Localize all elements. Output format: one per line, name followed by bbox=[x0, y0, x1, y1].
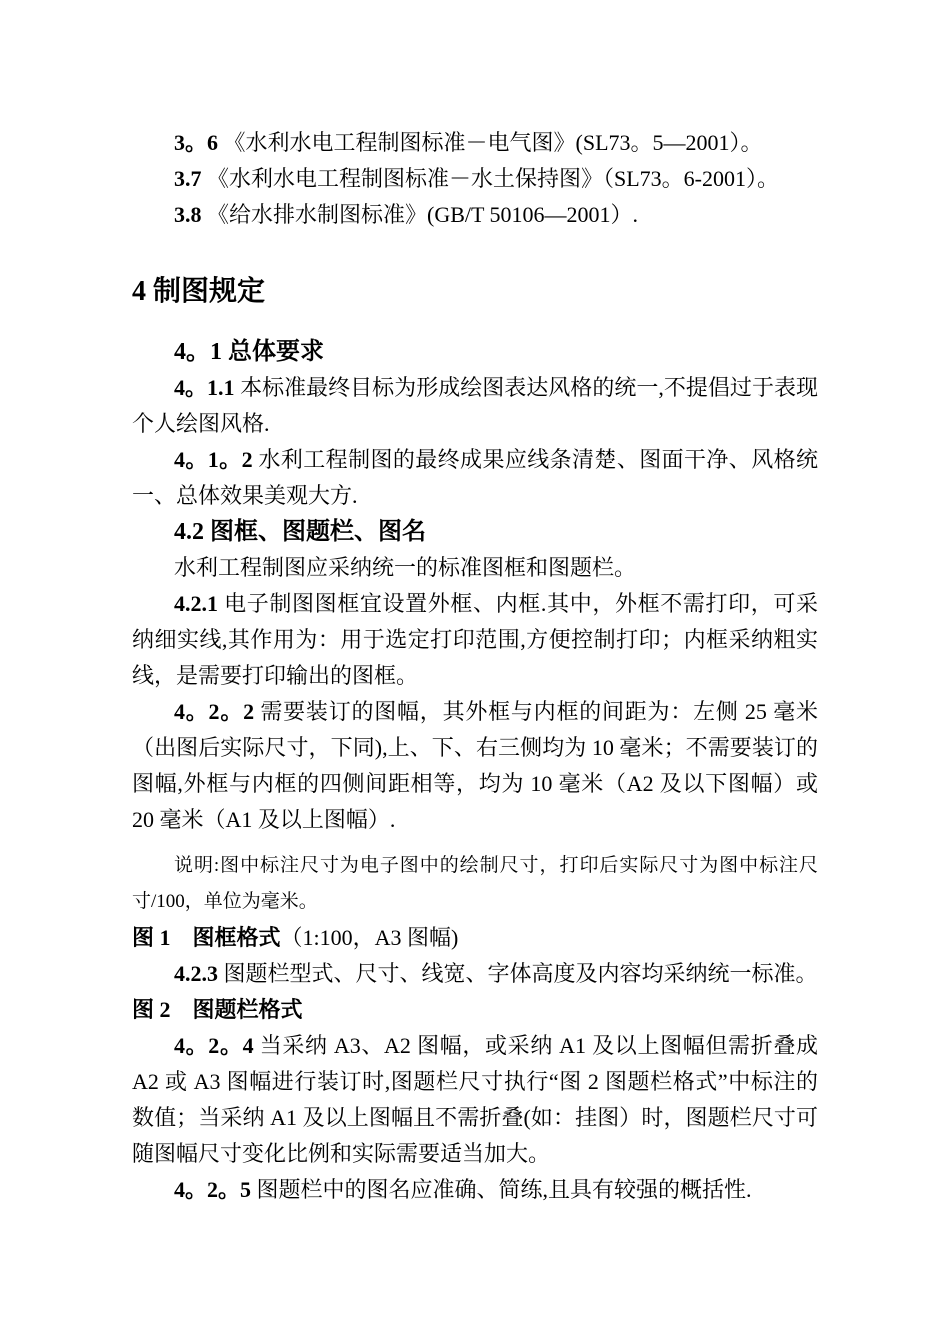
section-4-2-intro: 水利工程制图应采纳统一的标准图框和图题栏。 bbox=[174, 555, 637, 580]
reference-item-3-6 bbox=[132, 125, 818, 161]
clause-4-2-3 bbox=[132, 956, 818, 992]
reference-number: 3.7 bbox=[174, 166, 202, 191]
clause-text: 水利工程制图的最终成果应线条清楚、图面干净、风格统一、总体效果美观大方. bbox=[132, 447, 818, 508]
reference-text: 《水利水电工程制图标准－电气图》(SL73。5—2001）。 bbox=[218, 130, 763, 155]
section-heading-4-2: 4.2 图框、图题栏、图名 bbox=[174, 519, 426, 545]
clause-4-2-5 bbox=[132, 1172, 818, 1208]
figure-2-caption-bold: 图 2 图题栏格式 bbox=[132, 997, 303, 1022]
clause-number: 4。2。5 bbox=[174, 1177, 252, 1202]
clause-text: 图题栏中的图名应准确、简练,且具有较强的概括性. bbox=[251, 1177, 752, 1202]
clause-4-1-2 bbox=[132, 442, 818, 514]
reference-item-3-7 bbox=[132, 161, 818, 197]
clause-4-2-2 bbox=[132, 694, 818, 838]
clause-4-2-1 bbox=[132, 586, 818, 694]
clause-4-2-4 bbox=[132, 1028, 818, 1172]
clause-number: 4。2。4 bbox=[174, 1033, 254, 1058]
clause-number: 4。1。2 bbox=[174, 447, 253, 472]
clause-text: 需要装订的图幅，其外框与内框的间距为：左侧 25 毫米（出图后实际尺寸，下同),上、下、右三侧均为 10 毫米；不需要装订的图幅,外框与内框的四侧间距相等，均为 10 毫米（A2 及以下图幅）或 20 毫米（A1 及以上图幅）. bbox=[132, 699, 818, 832]
figure-1-caption bbox=[132, 920, 818, 956]
figure-1-caption-bold: 图 1 图框格式 bbox=[132, 925, 281, 950]
clause-text: 电子制图图框宜设置外框、内框.其中，外框不需打印，可采纳细实线,其作用为：用于选定打印范围,方便控制打印；内框采纳粗实线，是需要打印输出的图框。 bbox=[132, 591, 818, 688]
figure-1-caption-detail: （1:100，A3 图幅) bbox=[280, 925, 459, 950]
clause-number: 4。1.1 bbox=[174, 375, 235, 400]
reference-number: 3.8 bbox=[174, 202, 202, 227]
figure-note: 说明:图中标注尺寸为电子图中的绘制尺寸，打印后实际尺寸为图中标注尺寸/100，单位为毫米。 bbox=[132, 855, 818, 912]
clause-4-1-1 bbox=[132, 370, 818, 442]
figure-2-caption bbox=[132, 992, 818, 1028]
section-heading-4-1: 4。1 总体要求 bbox=[174, 339, 324, 365]
clause-text: 图题栏型式、尺寸、线宽、字体高度及内容均采纳统一标准。 bbox=[218, 961, 818, 986]
clause-text: 当采纳 A3、A2 图幅，或采纳 A1 及以上图幅但需折叠成 A2 或 A3 图幅进行装订时,图题栏尺寸执行“图 2 图题栏格式”中标注的数值；当采纳 A1 及以上图幅且不需折叠(如：挂图）时，图题栏尺寸可随图幅尺寸变化比例和实际需要适当加大。 bbox=[132, 1033, 818, 1166]
reference-number: 3。6 bbox=[174, 130, 219, 155]
clause-number: 4。2。2 bbox=[174, 699, 255, 724]
clause-number: 4.2.3 bbox=[174, 961, 218, 986]
reference-text: 《给水排水制图标准》(GB/T 50106—2001）. bbox=[201, 202, 639, 227]
clause-text: 本标准最终目标为形成绘图表达风格的统一,不提倡过于表现个人绘图风格. bbox=[132, 375, 818, 436]
reference-item-3-8 bbox=[132, 197, 818, 233]
chapter-heading: 4 制图规定 bbox=[132, 276, 266, 307]
reference-text: 《水利水电工程制图标准－水土保持图》（SL73。6-2001）。 bbox=[201, 166, 780, 191]
clause-number: 4.2.1 bbox=[174, 591, 218, 616]
